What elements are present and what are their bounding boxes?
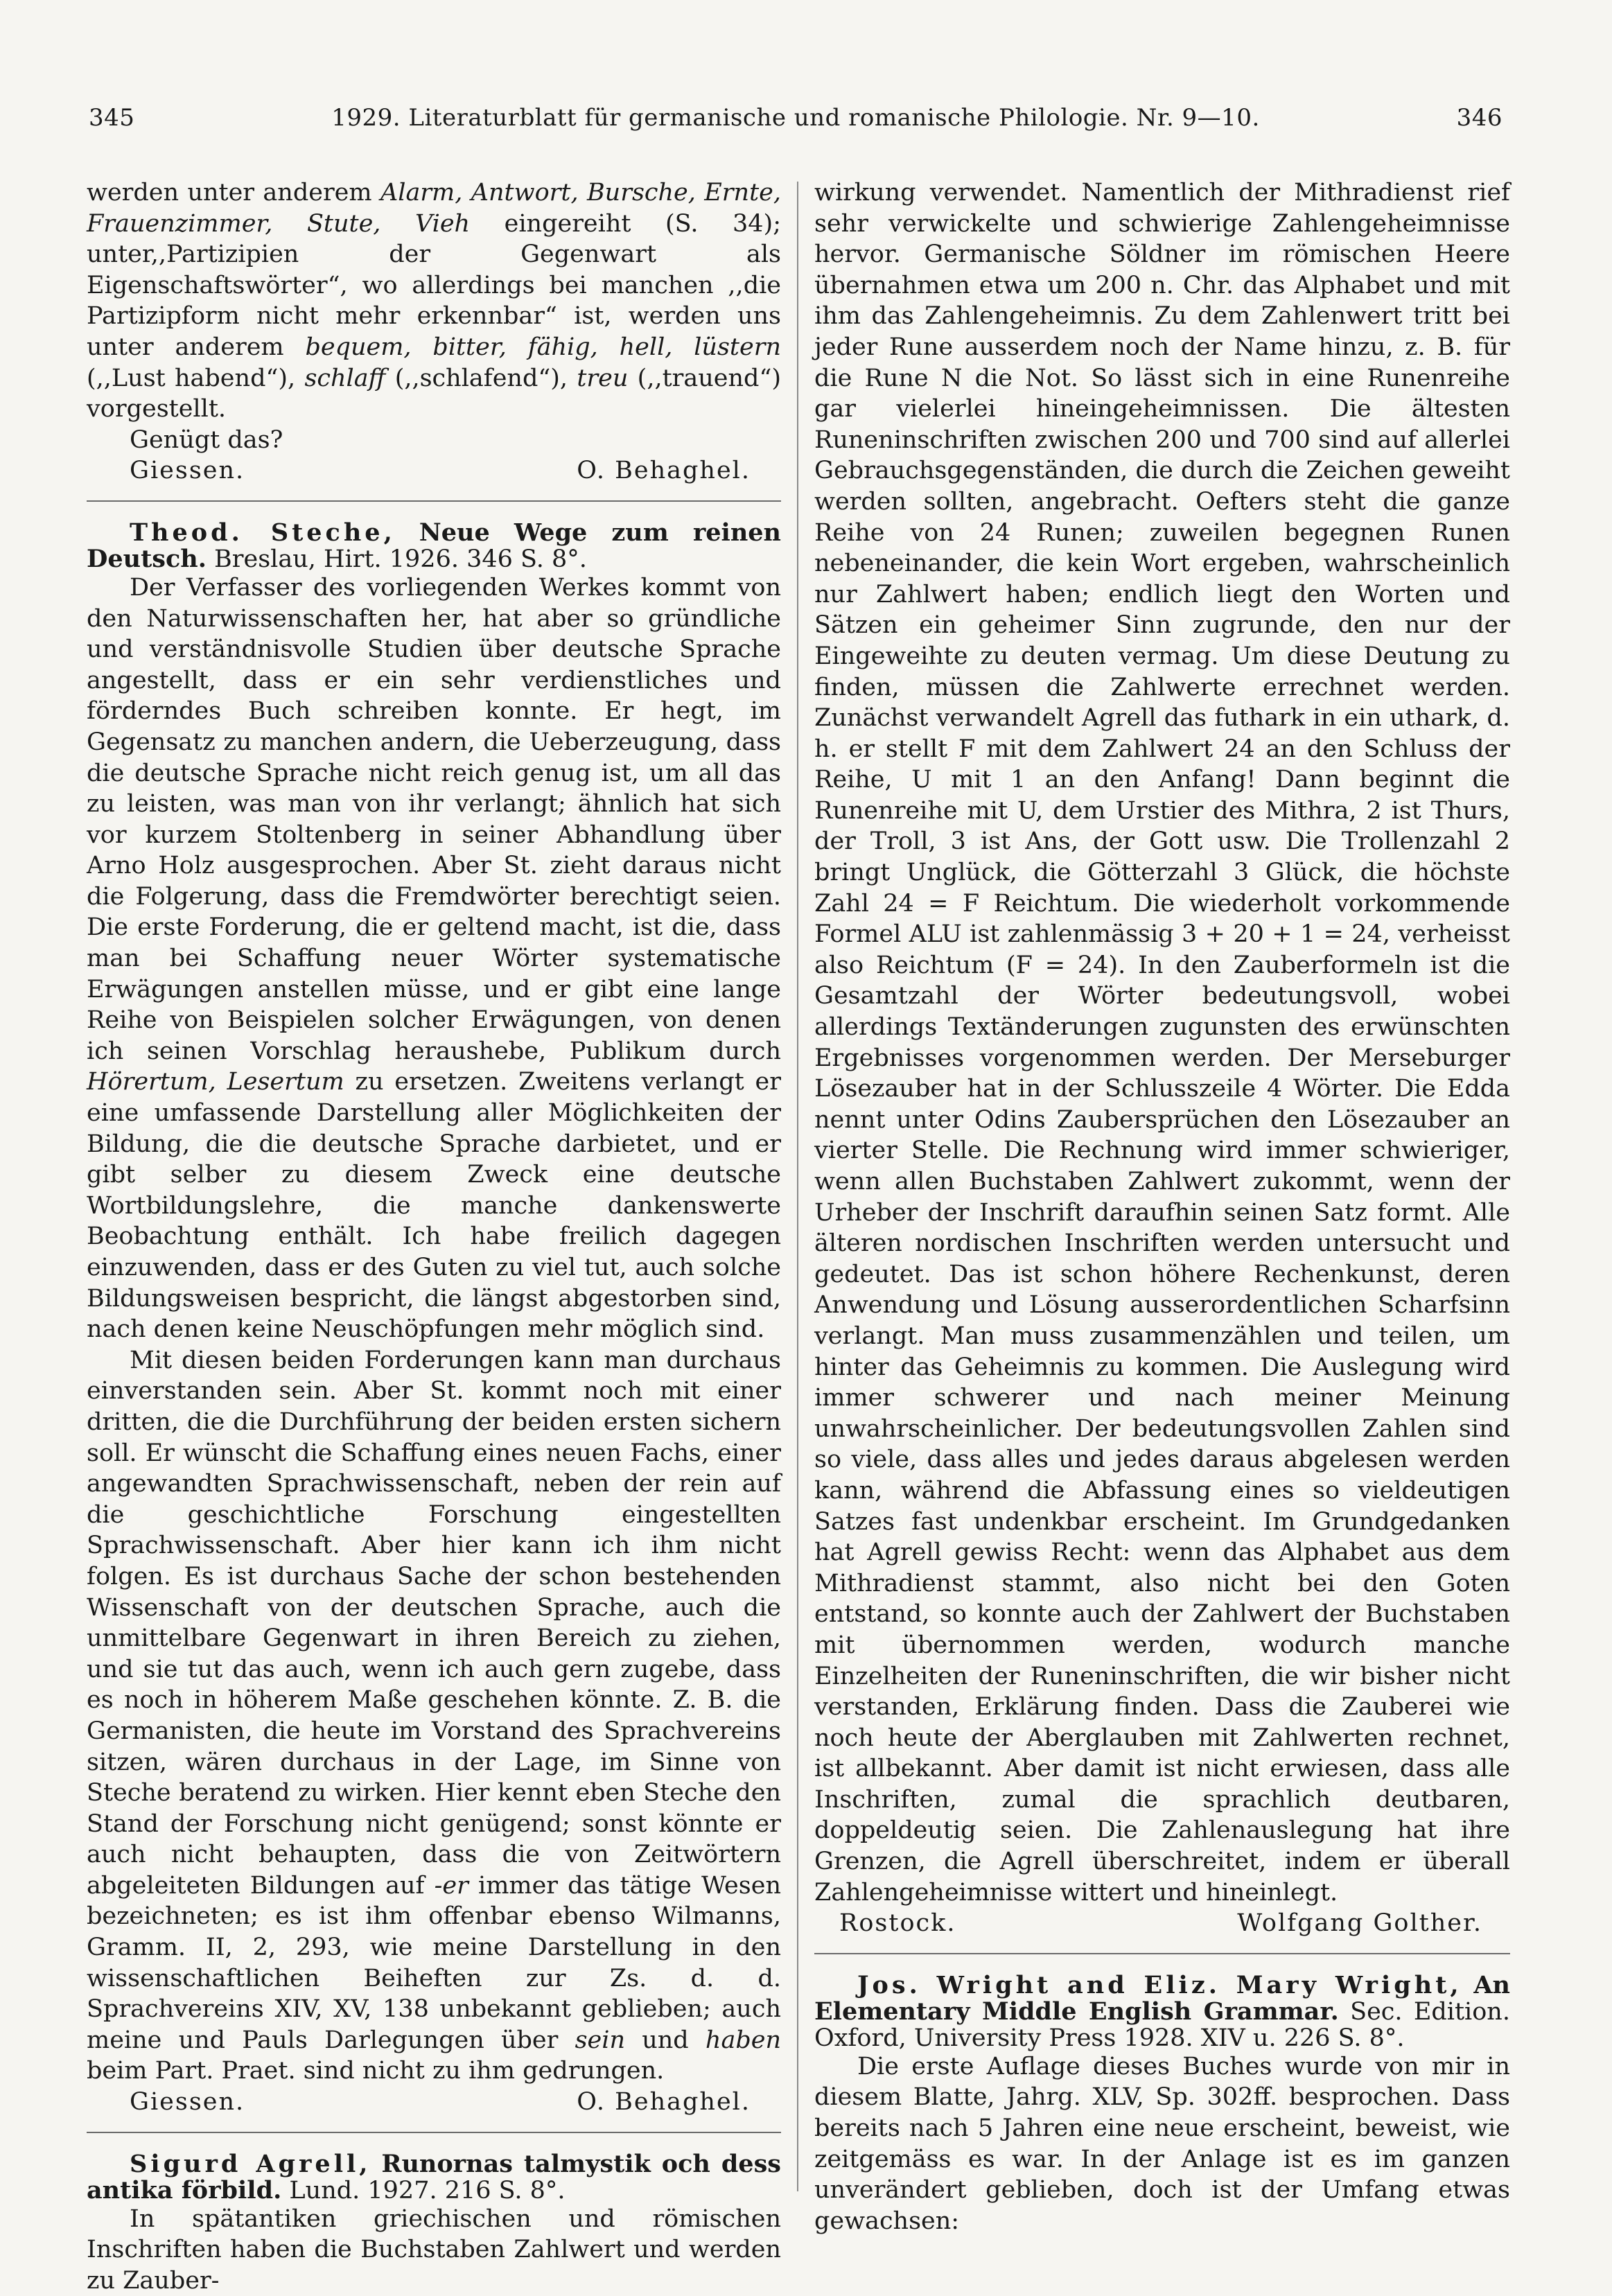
right-column bbox=[814, 177, 1510, 2235]
text-run: Der Verfasser des vorliegenden Werkes kommt von den Naturwissenschaften her, hat aber so gründliche und verständnisvolle Studien über deutsche Sprache angestellt, dass er ein sehr verdienstliches und förderndes Buch schreiben konnte. Er hegt, im Gegensatz zu manchen andern, die Ueberzeugung, dass die deutsche Sprache nicht reich genug ist, um all das zu leisten, was man von ihr verlangt; ähnlich hat sich vor kurzem Stoltenberg in seiner Abhandlung über Arno Holz ausgesprochen. Aber St. zieht daraus nicht die Folgerung, dass die Fremdwörter berechtigt seien. Die erste Forderung, die er geltend macht, ist die, dass man bei Schaffung neuer Wörter systematische Erwägungen anstellen müsse, und er gibt eine lange Reihe von Beispielen solcher Erwägungen, von denen ich seinen Vorschlag heraushebe, Publikum durch bbox=[87, 573, 781, 1065]
text-run: (,,schlafend“), bbox=[385, 364, 577, 392]
text-run: (,,Lust habend“), bbox=[87, 364, 305, 392]
review-paragraph bbox=[87, 1345, 781, 2087]
section-rule bbox=[814, 1953, 1510, 1954]
text-run: werden unter anderem bbox=[87, 179, 380, 207]
review-heading-steche bbox=[87, 520, 781, 572]
signature-place: Giessen. bbox=[130, 2088, 245, 2117]
left-column bbox=[87, 177, 782, 2295]
closing-question: Genügt das? bbox=[130, 426, 283, 454]
review-paragraph: Die erste Auflage dieses Buches wurde von mir in diesem Blatte, Jahrg. XLV, Sp. 302ff. besprochen. Dass bereits nach 5 Jahren eine neue erscheint, beweist, wie zeitgemäss es war. In der Anlage ist es im ganzen unverändert geblieben, doch ist der Umfang etwas gewachsen: bbox=[814, 2052, 1510, 2235]
review-title: Neue Wege zum reinen Deutsch. bbox=[87, 518, 781, 573]
text-run: Mit diesen beiden Forderungen kann man durchaus einverstanden sein. Aber St. kommt noch mit einer dritten, die die Durchführung der beiden ersten sichern soll. Er wünscht die Schaffung eines neuen Fachs, einer angewandten Sprachwissenschaft, neben der rein auf die geschichtliche Forschung eingestellten Sprachwissenschaft. Aber hier kann ich ihm nicht folgen. Es ist durchaus Sache der schon bestehenden Wissenschaft von der deutschen Sprache, auch die unmittelbare Gegenwart in ihren Bereich zu ziehen, und sie tut das auch, wenn ich auch gern zugebe, dass es noch in höherem Maße geschehen könnte. Z. B. die Germanisten, die heute im Vorstand des Sprachvereins sitzen, wären durchaus in der Lage, im Sinne von Steche beratend zu wirken. Hier kennt eben Steche den Stand der Forschung nicht genügend; sonst könnte er auch nicht behaupten, dass die von Zeitwörtern abgeleiteten Bildungen auf bbox=[87, 1346, 781, 1900]
text-run: eingereiht (S. 34); unter,,Partizipien der Gegenwart als Eigenschaftswörter“, wo allerdings bei manchen ,,die Partizipform nicht mehr erkennbar“ ist, werden uns unter anderem bbox=[87, 209, 782, 361]
italic-term: bequem, bitter, fähig, hell, lüstern bbox=[305, 333, 781, 361]
review-paragraph bbox=[87, 572, 781, 1345]
text-run: immer das tätige Wesen bezeichneten; es ist ihm offenbar ebenso Wilmanns, Gramm. II, 2, 293, wie meine Darstellung in den wissenschaftlichen Beiheften zur Zs. d. d. Sprachvereins XIV, XV, 138 unbekannt geblieben; auch meine und Pauls Darlegungen über bbox=[87, 1871, 781, 2054]
italic-term: schlaff bbox=[304, 364, 386, 392]
review-author: Jos. Wright and Eliz. Mary Wright, bbox=[857, 1970, 1462, 1999]
page-number-right: 346 bbox=[1456, 104, 1503, 132]
italic-term: Alarm, Antwort, Bursche, Ernte, Frauenzimmer, Stute, Vieh bbox=[87, 179, 781, 238]
section-rule bbox=[87, 500, 781, 502]
review-publication: Sec. Edition. Oxford, University Press 1928. XIV u. 226 S. 8°. bbox=[814, 1997, 1510, 2052]
signature-behaghel-2 bbox=[87, 2087, 781, 2118]
italic-term: haben bbox=[705, 2026, 781, 2054]
page-number-left: 345 bbox=[89, 104, 135, 132]
signature-golther bbox=[814, 1908, 1510, 1939]
review-publication: Breslau, Hirt. 1926. 346 S. 8°. bbox=[214, 545, 587, 573]
text-run: und bbox=[625, 2026, 706, 2054]
text-run: zu ersetzen. Zweitens verlangt er eine umfassende Darstellung aller Möglichkeiten der Bildung, die die deutsche Sprache darbietet, und er gibt selber zu diesem Zweck eine deutsche Wortbildungslehre, die manche dankenswerte Beobachtung enthält. Ich habe freilich dagegen einzuwenden, dass er des Guten zu viel tut, auch solche Bildungsweisen bespricht, die längst abgestorben sind, nach denen keine Neuschöpfungen mehr möglich sind. bbox=[87, 1068, 781, 1344]
italic-term: treu bbox=[577, 364, 629, 392]
review-heading-agrell bbox=[87, 2151, 781, 2204]
review-author: Sigurd Agrell, bbox=[130, 2149, 371, 2178]
signature-name: O. Behaghel. bbox=[577, 2088, 751, 2117]
journal-title: 1929. Literaturblatt für germanische und romanische Philologie. Nr. 9—10. bbox=[331, 104, 1260, 132]
text-run: (,,trauend“) vorgestellt. bbox=[87, 364, 781, 423]
section-rule bbox=[87, 2132, 781, 2133]
running-header bbox=[89, 104, 1503, 146]
review-continuation: wirkung verwendet. Namentlich der Mithradienst rief sehr verwickelte und schwierige Zahlengeheimnisse hervor. Germanische Söldner im römischen Heere übernahmen etwa um 200 n. Chr. das Alphabet und mit ihm das Zahlengeheimnis. Zu dem Zahlenwert tritt bei jeder Rune ausserdem noch der Name hinzu, z. B. für die Rune N die Not. So lässt sich in eine Runenreihe gar vielerlei hineingeheimnissen. Die ältesten Runeninschriften zwischen 200 und 700 sind auf allerlei Gebrauchsgegenständen, die durch die Zeichen geweiht werden sollten, angebracht. Oefters steht die ganze Reihe von 24 Runen; zuweilen begegnen Runen nebeneinander, die kein Wort ergeben, wahrscheinlich nur Zahlwert haben; endlich liegt den Worten und Sätzen ein geheimer Sinn zugrunde, den nur der Eingeweihte zu deuten vermag. Um diese Deutung zu finden, müssen die Zahlwerte errechnet werden. Zunächst verwandelt Agrell das futhark in ein uthark, d. h. er stellt F mit dem Zahlwert 24 an den Schluss der Reihe, U mit 1 an den Anfang! Dann beginnt die Runenreihe mit U, dem Urstier des Mithra, 2 ist Thurs, der Troll, 3 ist Ans, der Gott usw. Die Trollenzahl 2 bringt Unglück, die Götterzahl 3 Glück, die höchste Zahl 24 = F Reichtum. Die wiederholt vorkommende Formel ALU ist zahlenmässig 3 + 20 + 1 = 24, verheisst also Reichtum (F = 24). In den Zauberformeln ist die Gesamtzahl der Wörter bedeutungsvoll, wobei allerdings Textänderungen zugunsten des erwünschten Ergebnisses vorgenommen werden. Der Merseburger Lösezauber hat in der Schlusszeile 4 Wörter. Die Edda nennt unter Odins Zaubersprüchen den Lösezauber an vierter Stelle. Die Rechnung wird immer schwieriger, wenn allen Buchstaben Zahlwert zukommt, wenn der Urheber der Inschrift daraufhin seinen Satz formt. Alle älteren nordischen Inschriften werden untersucht und gedeutet. Das ist schon höhere Rechenkunst, deren Anwendung und Lösung ausserordentlichen Scharfsinn verlangt. Man muss zusammenzählen und teilen, um hinter das Geheimnis zu kommen. Die Auslegung wird immer schwerer und nach meiner Meinung unwahrscheinlicher. Der bedeutungsvollen Zahlen sind so viele, dass alles und jedes daraus abgelesen werden kann, während die Abfassung eines so vieldeutigen Satzes fast undenkbar erscheint. Im Grundgedanken hat Agrell gewiss Recht: wenn das Alphabet aus dem Mithradienst stammt, also nicht bei den Goten entstand, so konnte auch der Zahlwert der Buchstaben mit übernommen werden, wodurch manche Einzelheiten der Runeninschriften, die wir bisher nicht verstanden, Erklärung finden. Dass die Zauberei wie noch heute der Aberglauben mit Zahlwerten rechnet, ist allbekannt. Aber damit ist nicht erwiesen, dass alle Inschriften, zumal die sprachlich deutbaren, doppeldeutig seien. Die Zahlenauslegung hat ihre Grenzen, die Agrell überschreitet, indem er überall Zahlengeheimnisse wittert und hineinlegt. bbox=[814, 179, 1510, 1907]
italic-term: -er bbox=[434, 1871, 468, 1900]
signature-behaghel-1 bbox=[87, 455, 781, 487]
review-title: An Elementary Middle English Grammar. bbox=[814, 1970, 1510, 2026]
italic-term: sein bbox=[575, 2026, 625, 2054]
signature-name: Wolfgang Golther. bbox=[1237, 1909, 1482, 1938]
signature-name: O. Behaghel. bbox=[577, 457, 751, 485]
signature-place: Rostock. bbox=[839, 1909, 956, 1938]
signature-place: Giessen. bbox=[130, 457, 245, 485]
review-paragraph: In spätantiken griechischen und römischen Inschriften haben die Buchstaben Zahlwert und werden zu Zauber- bbox=[87, 2205, 781, 2295]
text-run: beim Part. Praet. sind nicht zu ihm gedrungen. bbox=[87, 2057, 665, 2085]
review-publication: Lund. 1927. 216 S. 8°. bbox=[289, 2176, 566, 2205]
column-divider bbox=[797, 182, 798, 2191]
review-heading-wright bbox=[814, 1972, 1510, 2051]
review-continuation bbox=[87, 177, 781, 425]
italic-term: Hörertum, Lesertum bbox=[87, 1068, 344, 1096]
review-title: Runornas talmystik och dess antika förbild. bbox=[87, 2149, 781, 2205]
review-author: Theod. Steche, bbox=[130, 518, 396, 547]
